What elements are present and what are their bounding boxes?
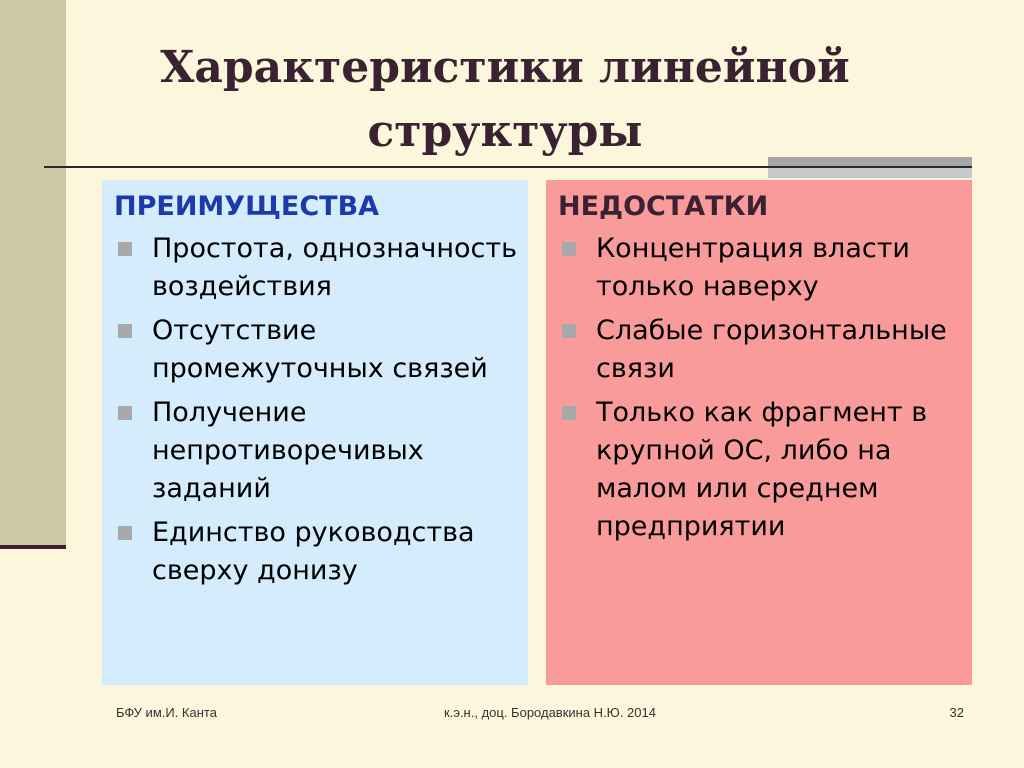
list-item (114, 230, 518, 306)
list-item (558, 394, 962, 546)
list-item (558, 230, 962, 306)
advantages-heading: ПРЕИМУЩЕСТВА (114, 191, 380, 222)
square-bullet-icon (118, 406, 132, 420)
list-item-text: Только как фрагмент в крупной ОС, либо на малом или среднем предприятии (596, 397, 928, 542)
square-bullet-icon (118, 324, 132, 338)
list-item-text: Концентрация власти только наверху (596, 233, 910, 302)
decorative-grey-bar-light (768, 168, 972, 178)
slide-title-line-1: Характеристики линейной (160, 42, 850, 93)
advantages-list (114, 230, 518, 590)
disadvantages-panel (546, 180, 972, 685)
square-bullet-icon (118, 242, 132, 256)
decorative-side-band (0, 0, 66, 549)
list-item-text: Слабые горизонтальные связи (596, 315, 947, 384)
list-item (114, 514, 518, 590)
list-item-text: Единство руководства сверху донизу (152, 517, 475, 586)
square-bullet-icon (562, 406, 576, 420)
list-item (114, 394, 518, 508)
list-item-text: Простота, однозначность воздействия (152, 233, 518, 302)
slide-title-line-2: структуры (367, 106, 643, 157)
disadvantages-list (558, 230, 962, 546)
advantages-panel (102, 180, 528, 685)
list-item-text: Отсутствие промежуточных связей (152, 315, 488, 384)
disadvantages-heading: НЕДОСТАТКИ (558, 191, 769, 222)
footer-author: к.э.н., доц. Бородавкина Н.Ю. 2014 (444, 705, 656, 720)
list-item (114, 312, 518, 388)
page-number: 32 (949, 705, 964, 720)
square-bullet-icon (562, 242, 576, 256)
footer-institution: БФУ им.И. Канта (116, 705, 217, 720)
list-item (558, 312, 962, 388)
slide-title (70, 36, 940, 164)
list-item-text: Получение непротиворечивых заданий (152, 397, 424, 504)
square-bullet-icon (562, 324, 576, 338)
square-bullet-icon (118, 526, 132, 540)
decorative-grey-bar (768, 157, 972, 166)
